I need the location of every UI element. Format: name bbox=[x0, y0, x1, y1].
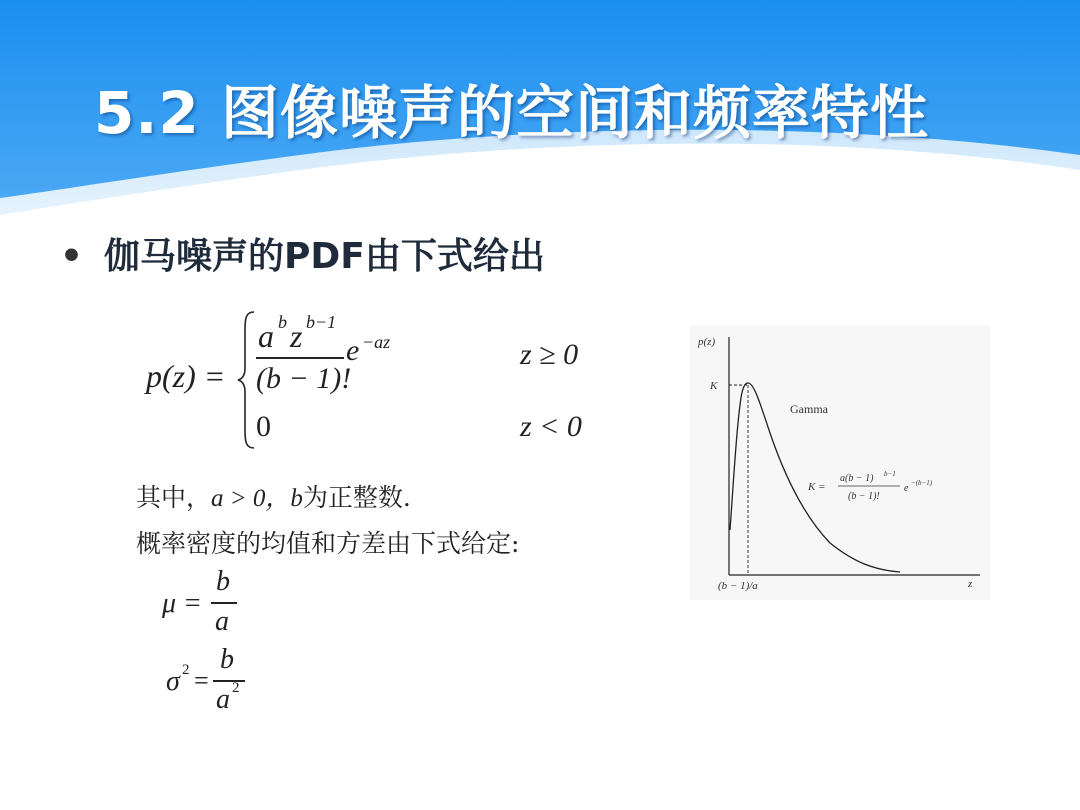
mean-den: a bbox=[215, 606, 229, 637]
fig-ylabel: p(z) bbox=[698, 336, 716, 348]
case2-value: 0 bbox=[256, 410, 271, 443]
bullet-heading bbox=[60, 228, 545, 279]
slide-title: 5.2 图像噪声的空间和频率特性 bbox=[94, 79, 929, 147]
variance-lhs: σ bbox=[166, 666, 180, 697]
fig-xlabel: z bbox=[968, 578, 973, 590]
mean-lhs: μ = bbox=[162, 588, 202, 619]
note-b: b bbox=[290, 485, 303, 512]
case1-condition: z ≥ 0 bbox=[520, 338, 579, 371]
variance-eq: = bbox=[194, 666, 209, 695]
fig-k-den: (b − 1)! bbox=[848, 491, 880, 502]
bullet-text: 伽马噪声的PDF由下式给出 bbox=[104, 236, 545, 277]
gamma-pdf-figure bbox=[690, 325, 990, 600]
mean-fraction-bar bbox=[211, 602, 237, 604]
note-prefix: 其中， bbox=[136, 483, 212, 512]
variance-num: b bbox=[220, 644, 234, 675]
fig-k-num: a(b − 1) bbox=[840, 473, 874, 484]
case1-num-a: a bbox=[258, 318, 274, 354]
bullet-dot-icon: • bbox=[60, 236, 84, 277]
fig-curve-label: Gamma bbox=[790, 402, 828, 416]
variance-den: a bbox=[216, 684, 230, 715]
case1-den: (b − 1)! bbox=[256, 362, 352, 395]
variance-den-sup: 2 bbox=[232, 680, 240, 696]
case1-e: e bbox=[346, 334, 360, 367]
variance-lhs-sup: 2 bbox=[182, 662, 190, 678]
case1-num-z-sup: b−1 bbox=[306, 312, 337, 332]
fig-peak-x-label: (b − 1)/a bbox=[718, 580, 758, 592]
case1-e-exp: −az bbox=[362, 332, 391, 352]
mean-num: b bbox=[216, 566, 230, 597]
case1-num-a-sup: b bbox=[278, 312, 287, 332]
fig-k-num-sup: b−1 bbox=[884, 470, 896, 478]
note-a-condition: a > 0， bbox=[211, 485, 291, 512]
mean-variance-intro: 概率密度的均值和方差由下式给定: bbox=[136, 529, 520, 558]
left-brace-icon bbox=[236, 310, 258, 450]
case1-num-z: z bbox=[290, 318, 303, 354]
fig-k-e: e bbox=[904, 483, 909, 494]
fig-peak-label: K bbox=[710, 380, 718, 392]
variance-fraction-bar bbox=[213, 680, 245, 682]
fig-k-e-sup: −(b−1) bbox=[911, 479, 933, 487]
parameter-note bbox=[136, 478, 411, 514]
note-suffix: 为正整数. bbox=[302, 483, 411, 512]
fig-k-lhs: K = bbox=[808, 481, 826, 493]
case2-condition: z < 0 bbox=[520, 410, 582, 443]
formula-lhs: p(z) = bbox=[146, 358, 226, 394]
case1-fraction-bar bbox=[256, 357, 344, 359]
